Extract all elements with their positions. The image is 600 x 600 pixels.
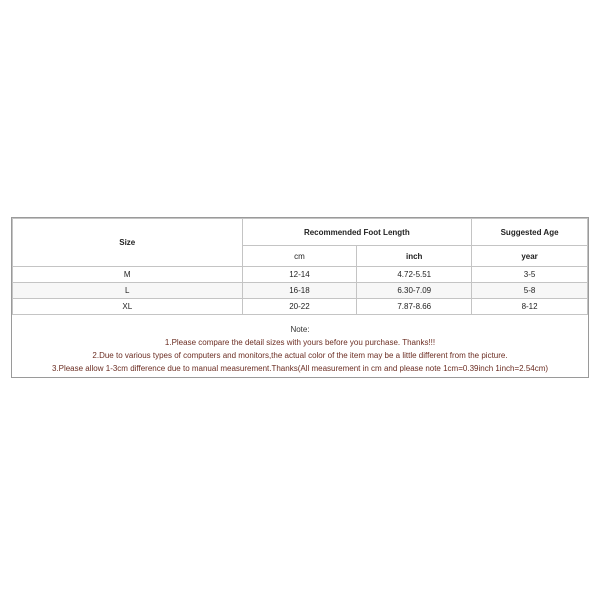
table-row (13, 283, 588, 299)
cell-size: XL (13, 299, 243, 315)
header-row (13, 219, 588, 246)
table-row (13, 267, 588, 283)
subheader-year: year (472, 246, 588, 267)
header-suggested-age: Suggested Age (472, 219, 588, 246)
note-item: 3.Please allow 1-3cm difference due to manual measurement.Thanks(All measurement in cm and please note 1cm=0.39inch 1inch=2.54cm) (51, 364, 549, 373)
cell-inch: 6.30-7.09 (357, 283, 472, 299)
size-table (12, 218, 588, 315)
note-item: 1.Please compare the detail sizes with yours before you purchase. Thanks!!! (164, 338, 436, 347)
header-foot-length: Recommended Foot Length (242, 219, 472, 246)
subheader-inch: inch (357, 246, 472, 267)
cell-year: 3-5 (472, 267, 588, 283)
subheader-cm: cm (242, 246, 357, 267)
cell-cm: 20-22 (242, 299, 357, 315)
notes-title: Note: (290, 325, 310, 334)
cell-year: 8-12 (472, 299, 588, 315)
cell-cm: 16-18 (242, 283, 357, 299)
cell-size: M (13, 267, 243, 283)
cell-inch: 4.72-5.51 (357, 267, 472, 283)
cell-size: L (13, 283, 243, 299)
size-chart (11, 217, 589, 378)
header-size: Size (13, 219, 243, 267)
table-row (13, 299, 588, 315)
notes-section (12, 315, 588, 375)
cell-inch: 7.87-8.66 (357, 299, 472, 315)
cell-year: 5-8 (472, 283, 588, 299)
cell-cm: 12-14 (242, 267, 357, 283)
note-item: 2.Due to various types of computers and monitors,the actual color of the item may be a little different from the picture. (92, 351, 508, 360)
